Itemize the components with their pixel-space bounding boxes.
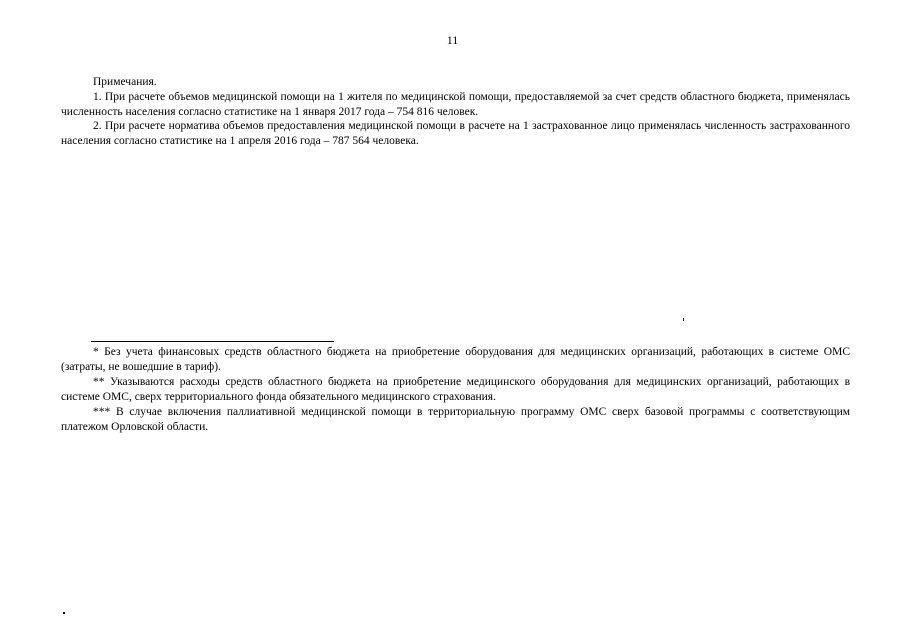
footnote-2: ** Указываются расходы средств областного бюджета на приобретение медицинского оборудования для медицинских организаций, работающих в системе ОМС, сверх территориального фонда обязательного медицинского страхования.	[61, 376, 850, 403]
footnotes-section	[61, 345, 850, 435]
notes-heading: Примечания.	[93, 76, 157, 88]
note-2: 2. При расчете норматива объемов предоставления медицинской помощи в расчете на 1 застрахованное лицо применялась численность застрахованного населения согласно статистике на 1 апреля 2016 года – 787 564 человека.	[61, 120, 850, 148]
notes-section	[61, 75, 850, 149]
scan-speck	[63, 612, 65, 614]
scan-speck	[683, 318, 684, 321]
page-number: 11	[446, 33, 459, 47]
note-1: 1. При расчете объемов медицинской помощи на 1 жителя по медицинской помощи, предоставляемой за счет средств областного бюджета, применялась численность населения согласно статистике на 1 января 2017 года – 754 816 человек.	[61, 90, 850, 118]
footnote-1: * Без учета финансовых средств областного бюджета на приобретение оборудования для медицинских организаций, работающих в системе ОМС (затраты, не вошедшие в тариф).	[61, 346, 850, 373]
footnote-divider	[91, 341, 334, 342]
footnote-3: *** В случае включения паллиативной медицинской помощи в территориальную программу ОМС сверх базовой программы с соответствующим платежом Орловской области.	[61, 406, 850, 433]
